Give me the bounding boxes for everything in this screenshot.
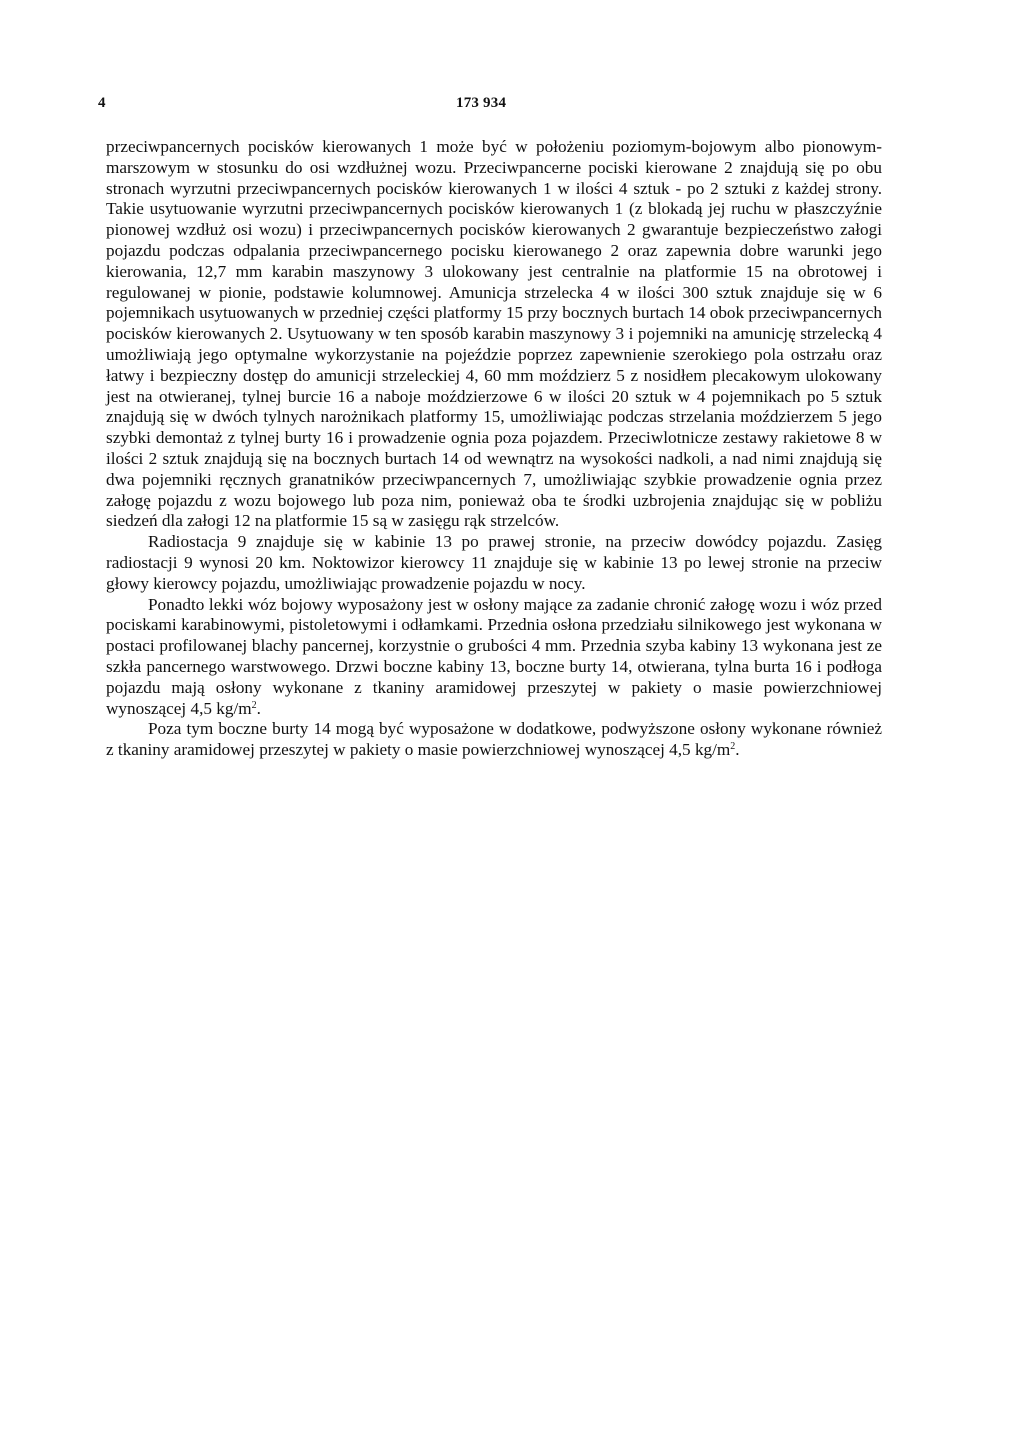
paragraph-1-text: przeciwpancernych pocisków kierowanych 1 może być w położeniu poziomym-bojowym albo pionowym-marszowym w stosunku do osi wzdłużnej wozu. Przeciwpancerne pociski kierowane 2 znajdują się po obu stronach wyrzutni przeciwpancernych pocisków kierowanych 1 w ilości 4 sztuk - po 2 sztuki z każdej strony. Takie usytuowanie wyrzutni przeciwpancernych pocisków kierowanych 1 (z blokadą jej ruchu w płaszczyźnie pionowej wzdłuż osi wozu) i przeciwpancernych pocisków kierowanych 2 gwarantuje bezpieczeństwo załogi pojazdu podczas odpalania przeciwpancernego pocisku kierowanego 2 oraz zapewnia dobre warunki jego kierowania, 12,7 mm karabin maszynowy 3 ulokowany jest centralnie na platformie 15 na obrotowej i regulowanej w pionie, podstawie kolumnowej. Amunicja strzelecka 4 w ilości 300 sztuk znajduje się w 6 pojemnikach usytuowanych w przedniej części platformy 15 przy bocznych burtach 14 obok przeciwpancernych pocisków kierowanych 2. Usytuowany w ten sposób karabin maszynowy 3 i pojemniki na amunicję strzelecką 4 umożliwiają jego optymalne wykorzystanie na pojeździe poprzez zapewnienie szerokiego pola ostrzału oraz łatwy i bezpieczny dostęp do amunicji strzeleckiej 4, 60 mm moździerz 5 z nosidłem plecakowym ulokowany jest na otwieranej, tylnej burcie 16 a naboje moździerzowe 6 w ilości 20 sztuk w 4 pojemnikach po 5 sztuk znajdują się w dwóch tylnych narożnikach platformy 15, umożliwiając podczas strzelania moździerzem 5 jego szybki demontaż z tylnej burty 16 i prowadzenie ognia poza pojazdem. Przeciwlotnicze zestawy rakietowe 8 w ilości 2 sztuk znajdują się na bocznych burtach 14 od wewnątrz na wysokości nadkoli, a nad nimi znajdują się dwa pojemniki ręcznych granatników przeciwpancernych 7, umożliwiając szybkie prowadzenie ognia przez załogę pojazdu z wozu bojowego lub poza nim, ponieważ oba te środki uzbrojenia znajdując się w pobliżu siedzeń dla załogi 12 na platformie 15 są w zasięgu rąk strzelców. [106,137,883,531]
paragraph-2-text: Radiostacja 9 znajduje się w kabinie 13 po prawej stronie, na przeciw dowódcy pojazdu. Zasięg radiostacji 9 wynosi 20 km. Noktowizor kierowcy 11 znajduje się w kabinie 13 po lewej stronie na przeciw głowy kierowcy pojazdu, umożliwiając prowadzenie pojazdu w nocy. [106,532,882,593]
paragraph-3-superscript: 2 [251,699,257,711]
paragraph-3-text: Ponadto lekki wóz bojowy wyposażony jest w osłony mające za zadanie chronić załogę wozu i wóz przed pociskami karabinowymi, pistoletowymi i odłamkami. Przednia osłona przedziału silnikowego jest wykonana w postaci profilowanej blachy pancernej, korzystnie o grubości 4 mm. Przednia szyba kabiny 13 wykonana jest ze szkła pancernego warstwowego. Drzwi boczne kabiny 13, boczne burty 14, otwierana, tylna burta 16 i podłoga pojazdu mają osłony wykonane z tkaniny aramidowej przeszytej w pakiety o masie powierzchniowej wynoszącej 4,5 kg/m [106,594,882,718]
paragraph-4 [106,719,882,761]
paragraph-1 [106,137,882,532]
paragraph-3 [106,595,882,720]
paragraph-4-superscript: 2 [730,741,736,753]
paragraph-3-tail: . [256,698,261,718]
page-number: 4 [98,95,106,111]
patent-number: 173 934 [456,95,507,111]
paragraph-4-tail: . [735,740,740,760]
paragraph-4-text: Poza tym boczne burty 14 mogą być wyposażone w dodatkowe, podwyższone osłony wykonane również z tkaniny aramidowej przeszytej w pakiety o masie powierzchniowej wynoszącej 4,5 kg/m [106,719,882,760]
paragraph-2 [106,532,882,594]
document-body [106,137,882,761]
